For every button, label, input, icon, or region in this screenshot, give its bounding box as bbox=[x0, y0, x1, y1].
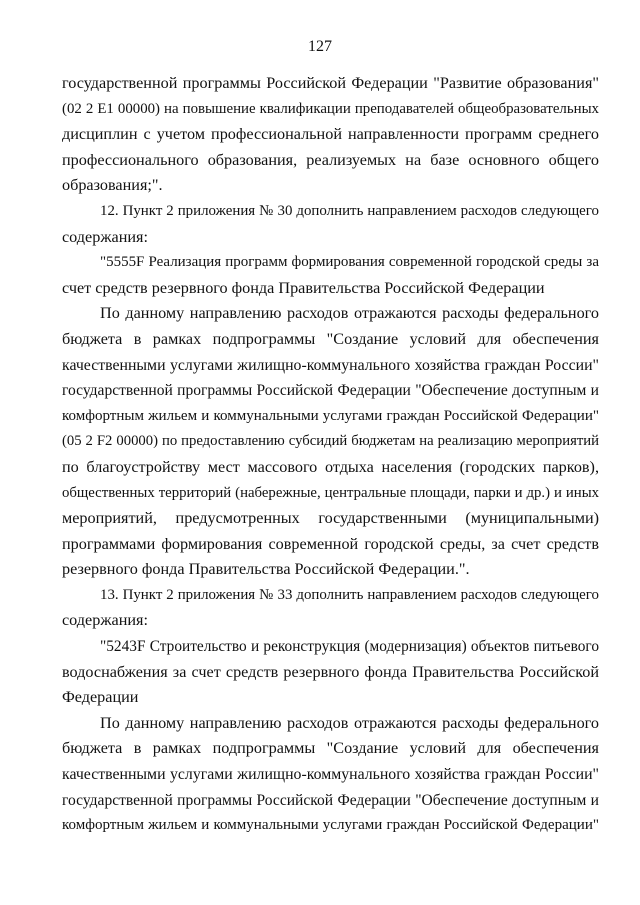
text-line: По данному направлению расходов отражаются расходы федерального bbox=[100, 304, 599, 323]
text-line: качественными услугами жилищно-коммунального хозяйства граждан России" bbox=[62, 766, 599, 784]
text-line: бюджета в рамках подпрограммы "Создание условий для обеспечения bbox=[62, 329, 599, 348]
text-line: государственной программы Российской Федерации "Развитие образования" bbox=[62, 74, 599, 92]
text-line: государственной программы Российской Федерации "Обеспечение доступным и bbox=[62, 382, 599, 400]
text-line: По данному направлению расходов отражаются расходы федерального bbox=[100, 713, 599, 732]
text-line: дисциплин с учетом профессиональной направленности программ среднего bbox=[62, 125, 599, 144]
document-body bbox=[62, 71, 599, 839]
text-line: общественных территорий (набережные, центральные площади, парки и др.) и иных bbox=[62, 484, 599, 501]
text-line: образования;". bbox=[62, 176, 163, 195]
text-line: комфортным жильем и коммунальными услугами граждан Российской Федерации" bbox=[62, 817, 599, 834]
text-line: содержания: bbox=[62, 227, 148, 246]
text-line: программами формирования современной городской среды, за счет средств bbox=[62, 534, 599, 553]
text-line: счет средств резервного фонда Правительства Российской Федерации bbox=[62, 278, 545, 297]
text-line: (05 2 F2 00000) по предоставлению субсидий бюджетам на реализацию мероприятий bbox=[62, 433, 599, 450]
text-line: водоснабжения за счет средств резервного фонда Правительства Российской bbox=[62, 662, 599, 681]
text-line: содержания: bbox=[62, 611, 148, 630]
text-line: резервного фонда Правительства Российской Федерации.". bbox=[62, 560, 470, 579]
text-line: (02 2 E1 00000) на повышение квалификации преподавателей общеобразовательных bbox=[62, 100, 599, 117]
text-line: Федерации bbox=[62, 688, 139, 707]
text-line: "5243F Строительство и реконструкция (модернизация) объектов питьевого bbox=[100, 638, 599, 656]
text-line: "5555F Реализация программ формирования современной городской среды за bbox=[100, 254, 599, 271]
text-line: комфортным жильем и коммунальными услугами граждан Российской Федерации" bbox=[62, 407, 599, 424]
text-line: 12. Пункт 2 приложения № 30 дополнить направлением расходов следующего bbox=[100, 202, 599, 219]
text-line: государственной программы Российской Федерации "Обеспечение доступным и bbox=[62, 791, 599, 809]
text-line: по благоустройству мест массового отдыха населения (городских парков), bbox=[62, 457, 599, 476]
text-line: профессионального образования, реализуемых на базе основного общего bbox=[62, 150, 599, 169]
text-line: мероприятий, предусмотренных государственными (муниципальными) bbox=[62, 509, 599, 528]
page-number: 127 bbox=[308, 38, 332, 55]
text-line: 13. Пункт 2 приложения № 33 дополнить направлением расходов следующего bbox=[100, 586, 599, 603]
text-line: бюджета в рамках подпрограммы "Создание условий для обеспечения bbox=[62, 739, 599, 758]
text-line: качественными услугами жилищно-коммунального хозяйства граждан России" bbox=[62, 356, 599, 374]
